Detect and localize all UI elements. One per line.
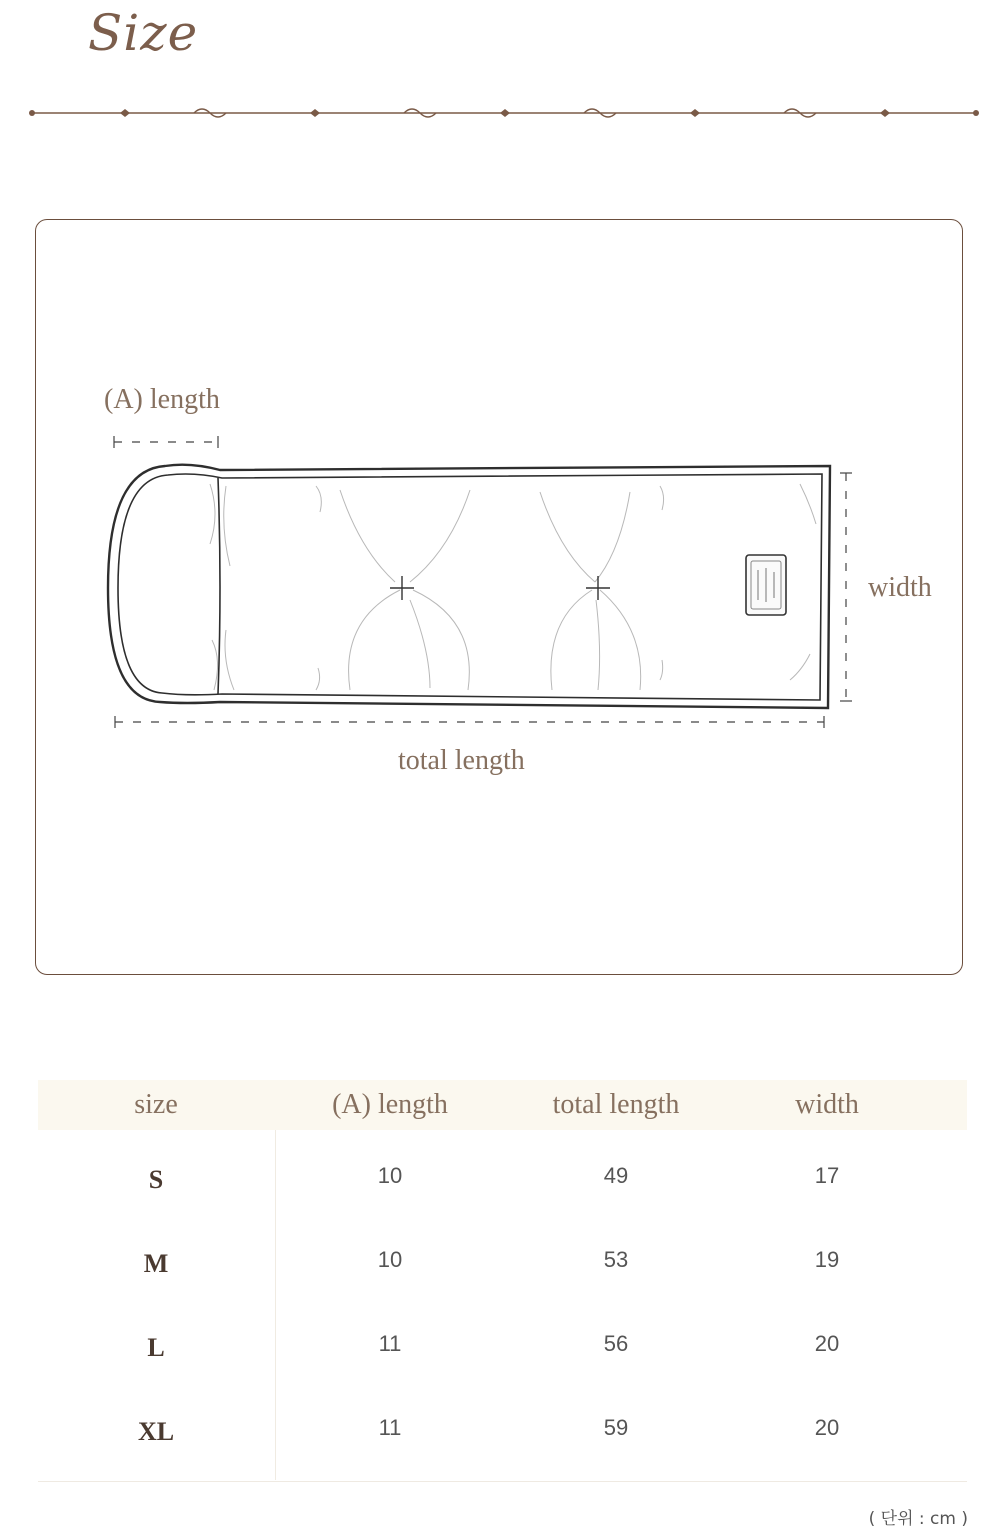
header-size: size — [134, 1089, 178, 1120]
row-size-label: S — [148, 1165, 164, 1194]
row-width: 17 — [814, 1163, 840, 1188]
row-total-length: 59 — [603, 1415, 629, 1440]
header-a-length: (A) length — [332, 1089, 448, 1120]
header-width: width — [795, 1089, 859, 1120]
total-length-label: total length — [398, 745, 525, 776]
row-total-length: 56 — [603, 1331, 629, 1356]
table-body — [38, 1130, 967, 1480]
header-total-length: total length — [552, 1089, 680, 1120]
row-a-length: 11 — [378, 1331, 402, 1356]
width-label: width — [868, 572, 932, 603]
row-width: 20 — [814, 1415, 840, 1440]
row-width: 20 — [814, 1331, 840, 1356]
row-a-length: 10 — [377, 1247, 403, 1272]
row-size-label: L — [147, 1333, 165, 1362]
unit-note: ( 단위 : cm ) — [868, 1509, 968, 1529]
size-table — [38, 1080, 967, 1480]
table-header-row — [38, 1080, 967, 1130]
table-bottom-divider — [38, 1481, 967, 1482]
row-a-length: 11 — [378, 1415, 402, 1440]
row-total-length: 53 — [603, 1247, 629, 1272]
row-a-length: 10 — [377, 1163, 403, 1188]
a-length-label: (A) length — [104, 384, 220, 415]
row-size-label: M — [143, 1249, 169, 1278]
row-total-length: 49 — [603, 1163, 629, 1188]
row-width: 19 — [814, 1247, 840, 1272]
column-divider — [275, 1130, 276, 1480]
page-title: Size — [88, 4, 199, 62]
row-size-label: XL — [137, 1417, 175, 1446]
